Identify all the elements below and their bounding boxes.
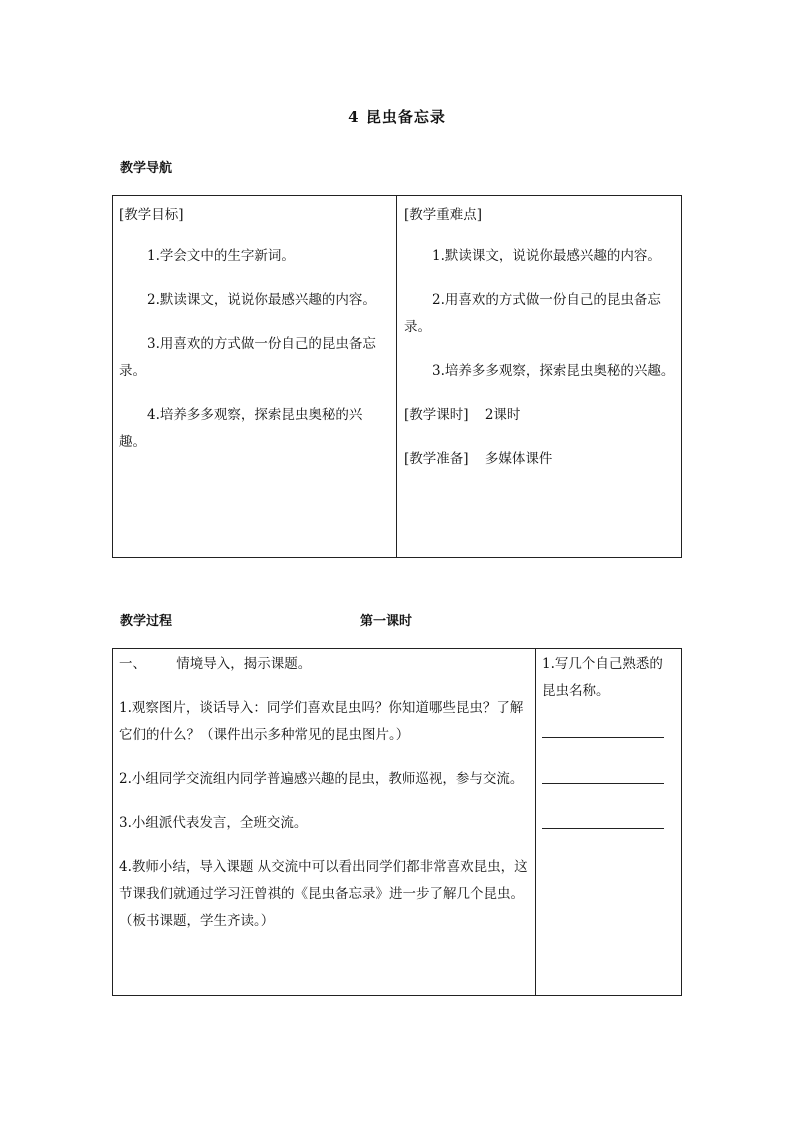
answer-blank	[542, 736, 664, 738]
goal-item: 1.学会文中的生字新词。	[147, 248, 295, 264]
hours-row	[404, 402, 675, 429]
nav-label: 教学导航	[120, 161, 173, 176]
hours-value: 2课时	[484, 407, 521, 423]
prep-row	[404, 446, 675, 473]
answer-blank	[542, 782, 664, 784]
goals-cell	[113, 196, 397, 558]
step-heading-text: 情境导入，揭示课题。	[176, 656, 312, 672]
keypoint-item: 2.用喜欢的方式做一份自己的昆虫备忘录。	[404, 292, 661, 335]
teaching-nav-table	[112, 195, 682, 558]
keypoint-item: 3.培养多多观察，探索昆虫奥秘的兴趣。	[432, 363, 675, 379]
process-cell	[113, 649, 536, 996]
answer-blank	[542, 827, 664, 829]
process-step: 1.观察图片，谈话导入：同学们喜欢昆虫吗？你知道哪些昆虫？了解它们的什么？（课件出示多种常见的昆虫图片。）	[119, 700, 524, 743]
goal-item: 3.用喜欢的方式做一份自己的昆虫备忘录。	[119, 336, 376, 379]
side-note: 1.写几个自己熟悉的昆虫名称。	[542, 656, 663, 699]
prep-value: 多媒体课件	[484, 451, 553, 467]
teaching-process-table	[112, 648, 682, 996]
goal-item: 2.默读课文，说说你最感兴趣的内容。	[147, 292, 376, 308]
keypoints-header: [教学重难点]	[404, 207, 483, 223]
goals-header: [教学目标]	[119, 207, 184, 223]
prep-label: [教学准备]	[404, 451, 469, 467]
side-note-cell	[536, 649, 682, 996]
step-heading-num: 一、	[119, 656, 146, 672]
goal-item: 4.培养多多观察，探索昆虫奥秘的兴趣。	[119, 407, 363, 450]
process-step: 4.教师小结，导入课题 从交流中可以看出同学们都非常喜欢昆虫，这节课我们就通过学习汪曾祺的《昆虫备忘录》进一步了解几个昆虫。（板书课题，学生齐读。）	[119, 859, 528, 929]
keypoints-cell	[397, 196, 682, 558]
lesson-label: 第一课时	[360, 614, 413, 629]
page-title: 4 昆虫备忘录	[348, 108, 446, 126]
hours-label: [教学课时]	[404, 407, 469, 423]
step-heading	[119, 651, 529, 678]
process-label: 教学过程	[120, 614, 173, 629]
keypoint-item: 1.默读课文，说说你最感兴趣的内容。	[432, 248, 661, 264]
process-step: 2.小组同学交流组内同学普遍感兴趣的昆虫，教师巡视，参与交流。	[119, 771, 524, 787]
process-step: 3.小组派代表发言，全班交流。	[119, 815, 308, 831]
